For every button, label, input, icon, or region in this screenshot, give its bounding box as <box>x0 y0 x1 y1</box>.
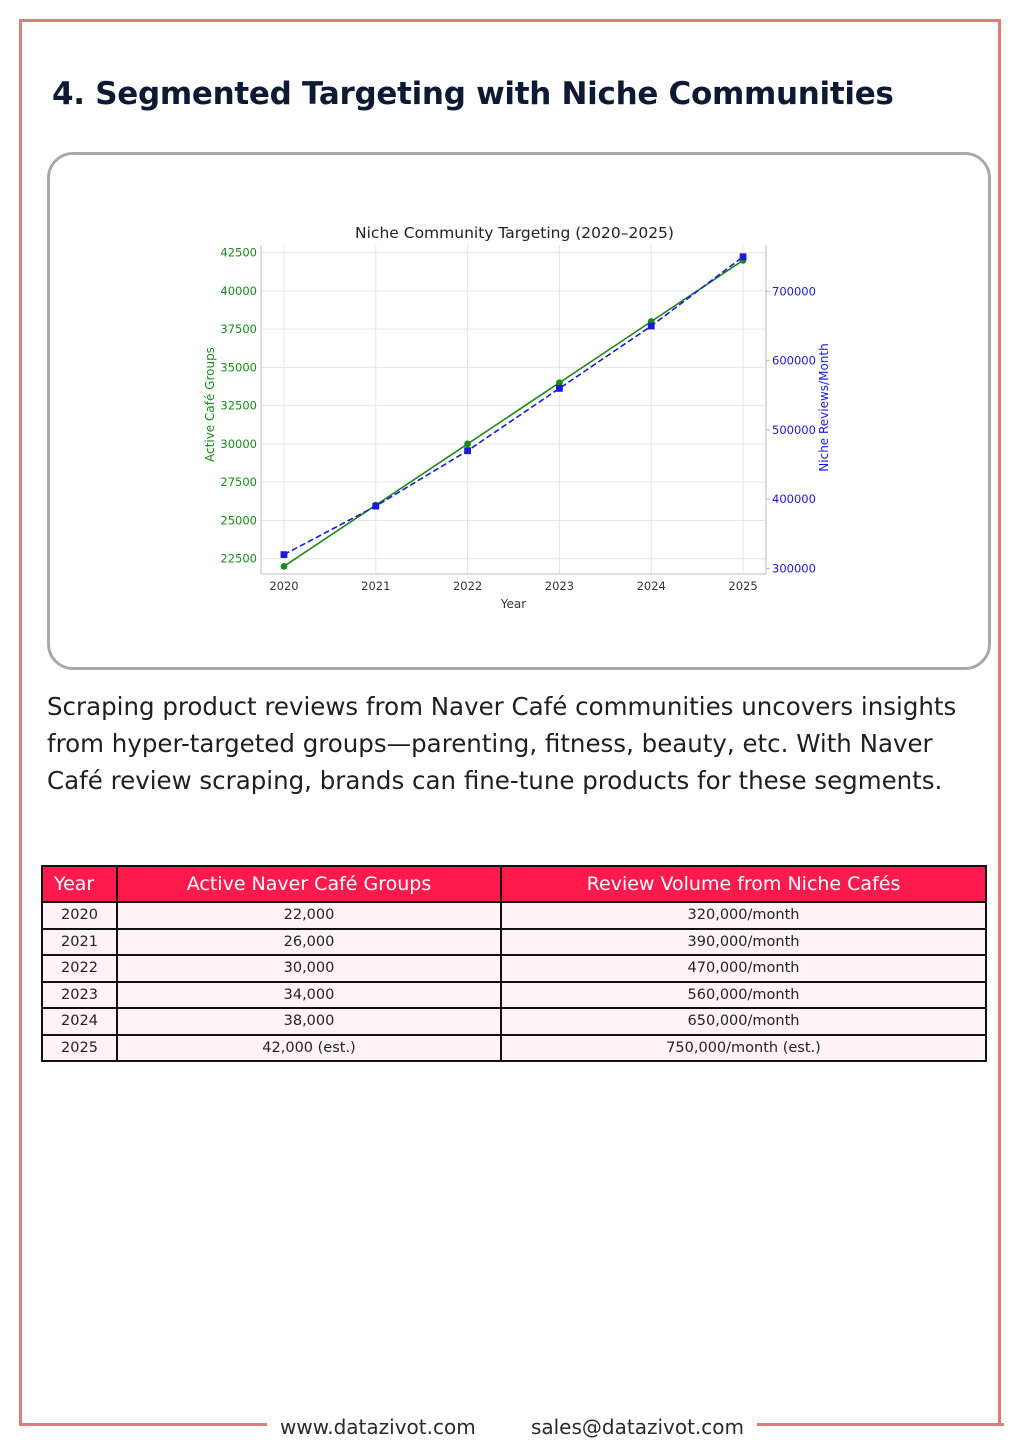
table-row <box>42 902 986 929</box>
chart-title: Niche Community Targeting (2020–2025) <box>355 224 674 242</box>
footer-email-link[interactable]: sales@datazivot.com <box>530 1415 744 1439</box>
x-tick-label: 2023 <box>544 579 575 593</box>
footer <box>268 1410 756 1444</box>
cell-year: 2022 <box>42 955 117 982</box>
cell-groups: 22,000 <box>117 902 501 929</box>
data-point-right <box>648 323 655 330</box>
cell-year: 2020 <box>42 902 117 929</box>
data-point-right <box>556 385 563 392</box>
x-axis-label: Year <box>500 597 527 611</box>
y-right-tick-label: 500000 <box>772 422 816 437</box>
x-tick-label: 2021 <box>361 579 391 593</box>
header-year: Year <box>42 866 117 902</box>
data-point-right <box>281 551 288 558</box>
table-row <box>42 1008 986 1035</box>
table-row <box>42 929 986 956</box>
description-paragraph: Scraping product reviews from Naver Café communities uncovers insights from hyper-targeted groups—parenting, fitness, beauty, etc. With Naver Café review scraping, brands can fine-tune products for these segments. <box>47 692 957 795</box>
y-left-tick-label: 42500 <box>220 245 257 260</box>
table-row <box>42 1035 986 1062</box>
y-right-tick-label: 600000 <box>772 353 816 368</box>
y-right-axis-label: Niche Reviews/Month <box>817 343 831 472</box>
y-left-tick-label: 35000 <box>220 360 257 375</box>
x-tick-label: 2025 <box>728 579 758 593</box>
cell-groups: 42,000 (est.) <box>117 1035 501 1062</box>
cell-groups: 34,000 <box>117 982 501 1009</box>
y-left-tick-label: 37500 <box>220 322 257 337</box>
cell-reviews: 320,000/month <box>501 902 986 929</box>
cell-reviews: 560,000/month <box>501 982 986 1009</box>
data-point-right <box>372 503 379 510</box>
cell-reviews: 650,000/month <box>501 1008 986 1035</box>
y-left-tick-label: 40000 <box>220 283 257 298</box>
y-left-tick-label: 25000 <box>220 513 257 528</box>
cell-reviews: 470,000/month <box>501 955 986 982</box>
x-tick-label: 2022 <box>452 579 483 593</box>
cell-year: 2025 <box>42 1035 117 1062</box>
data-point-left <box>281 563 288 570</box>
data-point-left <box>464 441 471 448</box>
data-table <box>41 865 987 1062</box>
footer-divider-left <box>19 1423 267 1426</box>
table-row <box>42 982 986 1009</box>
table-header-row <box>42 866 986 902</box>
table-row <box>42 955 986 982</box>
y-right-tick-label: 300000 <box>772 561 816 576</box>
cell-groups: 30,000 <box>117 955 501 982</box>
cell-reviews: 750,000/month (est.) <box>501 1035 986 1062</box>
y-right-tick-label: 400000 <box>772 492 816 507</box>
y-left-tick-label: 32500 <box>220 398 257 413</box>
header-groups: Active Naver Café Groups <box>117 866 501 902</box>
footer-divider-right <box>757 1423 1004 1426</box>
cell-year: 2021 <box>42 929 117 956</box>
cell-groups: 26,000 <box>117 929 501 956</box>
y-left-tick-label: 27500 <box>220 475 257 490</box>
footer-website-link[interactable]: www.datazivot.com <box>280 1415 476 1439</box>
y-right-tick-label: 700000 <box>772 284 816 299</box>
cell-groups: 38,000 <box>117 1008 501 1035</box>
y-left-tick-label: 30000 <box>220 436 257 451</box>
y-left-tick-label: 22500 <box>220 551 257 566</box>
x-tick-label: 2024 <box>636 579 666 593</box>
cell-year: 2023 <box>42 982 117 1009</box>
section-title: 4. Segmented Targeting with Niche Communities <box>52 76 894 112</box>
x-tick-label: 2020 <box>269 579 299 593</box>
data-point-right <box>464 447 471 454</box>
chart-container <box>47 152 991 670</box>
line-chart <box>50 155 988 667</box>
header-reviews: Review Volume from Niche Cafés <box>501 866 986 902</box>
y-left-axis-label: Active Café Groups <box>203 347 217 462</box>
cell-year: 2024 <box>42 1008 117 1035</box>
data-point-right <box>740 253 747 260</box>
cell-reviews: 390,000/month <box>501 929 986 956</box>
